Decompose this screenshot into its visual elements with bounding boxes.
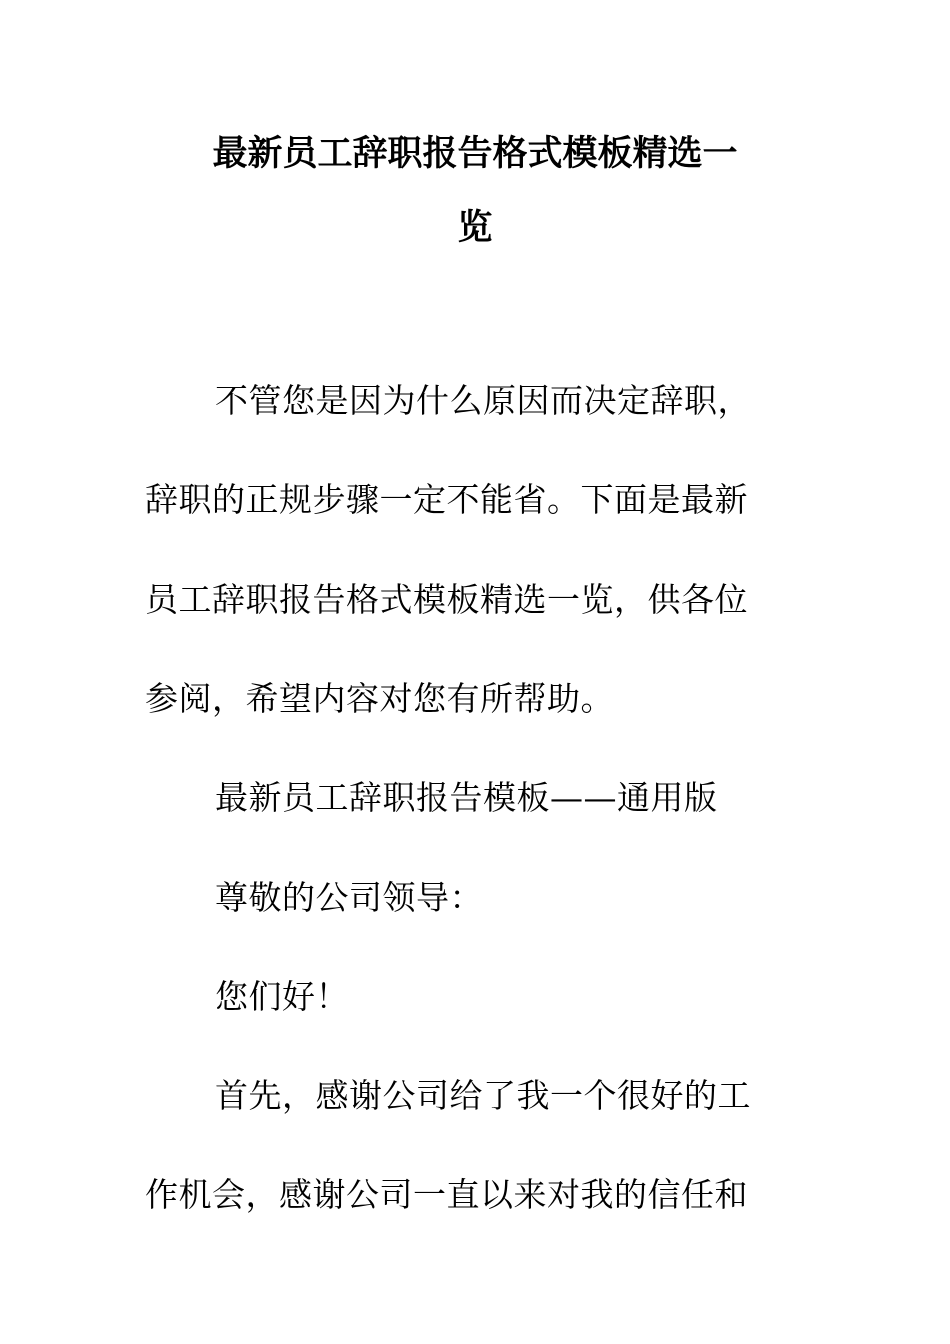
body-text-line: 员工辞职报告格式模板精选一览，供各位 [145, 580, 748, 619]
body-text-line: 不管您是因为什么原因而决定辞职， [215, 381, 751, 420]
body-text-line: 作机会，感谢公司一直以来对我的信任和 [145, 1175, 748, 1214]
document-title-line-1: 最新员工辞职报告格式模板精选一 [212, 133, 738, 174]
body-text-line: 首先，感谢公司给了我一个很好的工 [215, 1076, 751, 1115]
salutation: 尊敬的公司领导： [215, 878, 483, 917]
document-title-line-2: 览 [457, 207, 493, 248]
body-text-line: 辞职的正规步骤一定不能省。下面是最新 [145, 480, 748, 519]
section-heading: 最新员工辞职报告模板——通用版 [215, 778, 718, 817]
body-text-line: 参阅，希望内容对您有所帮助。 [145, 679, 614, 718]
greeting: 您们好！ [215, 977, 349, 1016]
